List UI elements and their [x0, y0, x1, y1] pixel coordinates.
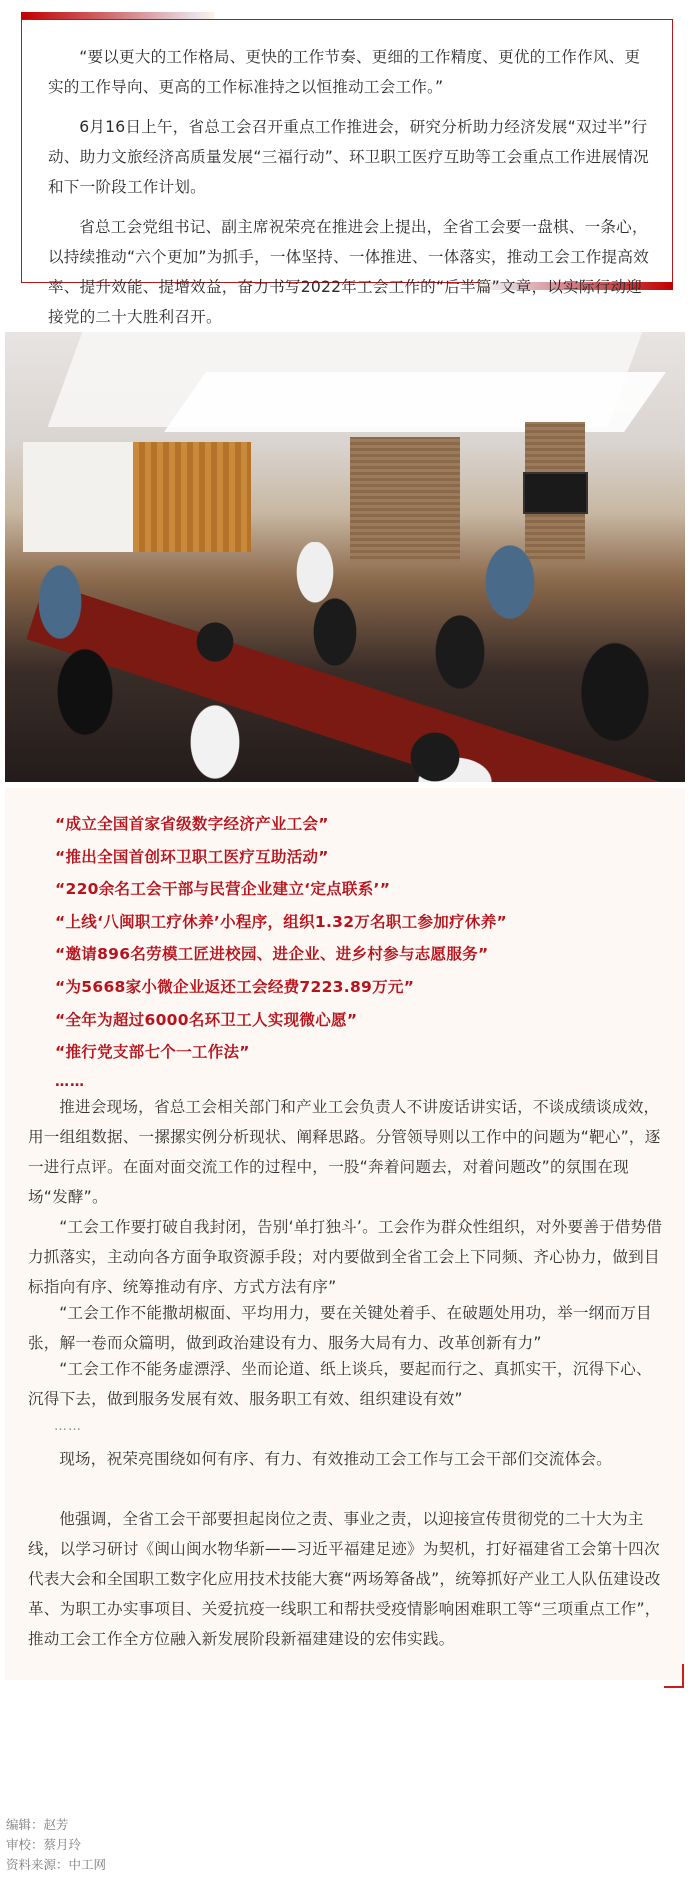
highlight-item: “邀请896名劳模工匠进校园、进企业、进乡村参与志愿服务”	[55, 945, 489, 964]
article-credits	[6, 1815, 106, 1875]
highlight-item: “成立全国首家省级数字经济产业工会”	[55, 815, 329, 833]
body-quote-3	[28, 1354, 664, 1414]
highlight-item: “全年为超过6000名环卫工人实现微心愿”	[55, 1010, 358, 1029]
photo-curtain	[133, 442, 251, 552]
highlight-item: “推行党支部七个一工作法”	[55, 1043, 250, 1062]
highlight-item: “220余名工会干部与民营企业建立‘定点联系’”	[55, 880, 391, 899]
intro-frame	[20, 12, 674, 326]
highlight-item: “为5668家小微企业返还工会经费7223.89万元”	[55, 977, 415, 996]
body-paragraph-emphasis	[28, 1504, 664, 1654]
photo-attendees	[5, 542, 685, 782]
photo-tv	[523, 472, 588, 514]
ellipsis-text: ……	[54, 1419, 82, 1434]
intro-quote: “要以更大的工作格局、更快的工作节奏、更细的工作精度、更优的工作作风、更实的工作导向、更高的工作标准持之以恒推动工会工作。”	[48, 48, 641, 96]
highlights-ellipsis: ……	[55, 1073, 85, 1090]
highlight-item: “推出全国首创环卫职工医疗互助活动”	[55, 847, 329, 866]
body-ellipsis	[28, 1412, 664, 1442]
quote-text: “工会工作不能撒胡椒面、平均用力，要在关键处着手、在破题处用功，举一纲而万目张，解一卷而众篇明，做到政治建设有力、服务大局有力、改革创新有力”	[28, 1304, 652, 1352]
body-paragraph-exchange	[28, 1444, 664, 1474]
paragraph-text: 推进会现场，省总工会相关部门和产业工会负责人不讲废话讲实话，不谈成绩谈成效，用一组组数据、一摞摞实例分析现状、阐释思路。分管领导则以工作中的问题为“靶心”，逐一进行点评。在面对面交流工作的过程中，一股“奔着问题去，对着问题改”的氛围在现场“发酵”。	[28, 1098, 661, 1206]
paragraph-text: 他强调，全省工会干部要担起岗位之责、事业之责，以迎接宣传贯彻党的二十大为主线，以学习研讨《闽山闽水物华新——习近平福建足迹》为契机，打好福建省工会第十四次代表大会和全国职工数字化应用技术技能大赛“两场筹备战”，统筹抓好产业工人队伍建设改革、为职工办实事项目、关爱抗疫一线职工和帮扶受疫情影响困难职工等“三项重点工作”，推动工会工作全方位融入新发展阶段新福建建设的宏伟实践。	[28, 1510, 661, 1648]
intro-meeting-summary: 6月16日上午，省总工会召开重点工作推进会，研究分析助力经济发展“双过半”行动、助力文旅经济高质量发展“三福行动”、环卫职工医疗互助等工会重点工作进展情况和下一阶段工作计划。	[48, 118, 649, 196]
photo-window	[23, 442, 133, 552]
corner-bracket-decoration	[664, 1664, 684, 1688]
quote-text: “工会工作不能务虚漂浮、坐而论道、纸上谈兵，要起而行之、真抓实干，沉得下心、沉得下去，做到服务发展有效、服务职工有效、组织建设有效”	[28, 1360, 652, 1408]
body-quote-2	[28, 1298, 664, 1358]
editor-credit: 编辑：赵芳	[6, 1817, 69, 1832]
paragraph-text: 现场，祝荣亮围绕如何有序、有力、有效推动工会工作与工会干部们交流体会。	[59, 1450, 612, 1468]
highlights-list	[55, 808, 655, 1095]
highlight-item: “上线‘八闽职工疗休养’小程序，组织1.32万名职工参加疗休养”	[55, 912, 507, 931]
quote-text: “工会工作要打破自我封闭，告别‘单打独斗’。工会作为群众性组织，对外要善于借势借力抓落实，主动向各方面争取资源手段；对内要做到全省工会上下同频、齐心协力，做到目标指向有序、统筹推动有序、方式方法有序”	[28, 1218, 663, 1296]
intro-leader-statement: 省总工会党组书记、副主席祝荣亮在推进会上提出，全省工会要一盘棋、一条心，以持续推动“六个更加”为抓手，一体坚持、一体推进、一体落实，推动工会工作提高效率、提升效能、提增效益，奋力书写2022年工会工作的“后半篇”文章，以实际行动迎接党的二十大胜利召开。	[48, 218, 649, 326]
body-quote-1	[28, 1212, 664, 1302]
intro-text	[48, 42, 652, 342]
source-credit: 资料来源：中工网	[6, 1857, 107, 1872]
meeting-photo	[5, 332, 685, 782]
body-paragraph-scene	[28, 1092, 664, 1212]
reviewer-credit: 审校：蔡月玲	[6, 1837, 82, 1852]
photo-ceiling-light	[164, 372, 666, 432]
